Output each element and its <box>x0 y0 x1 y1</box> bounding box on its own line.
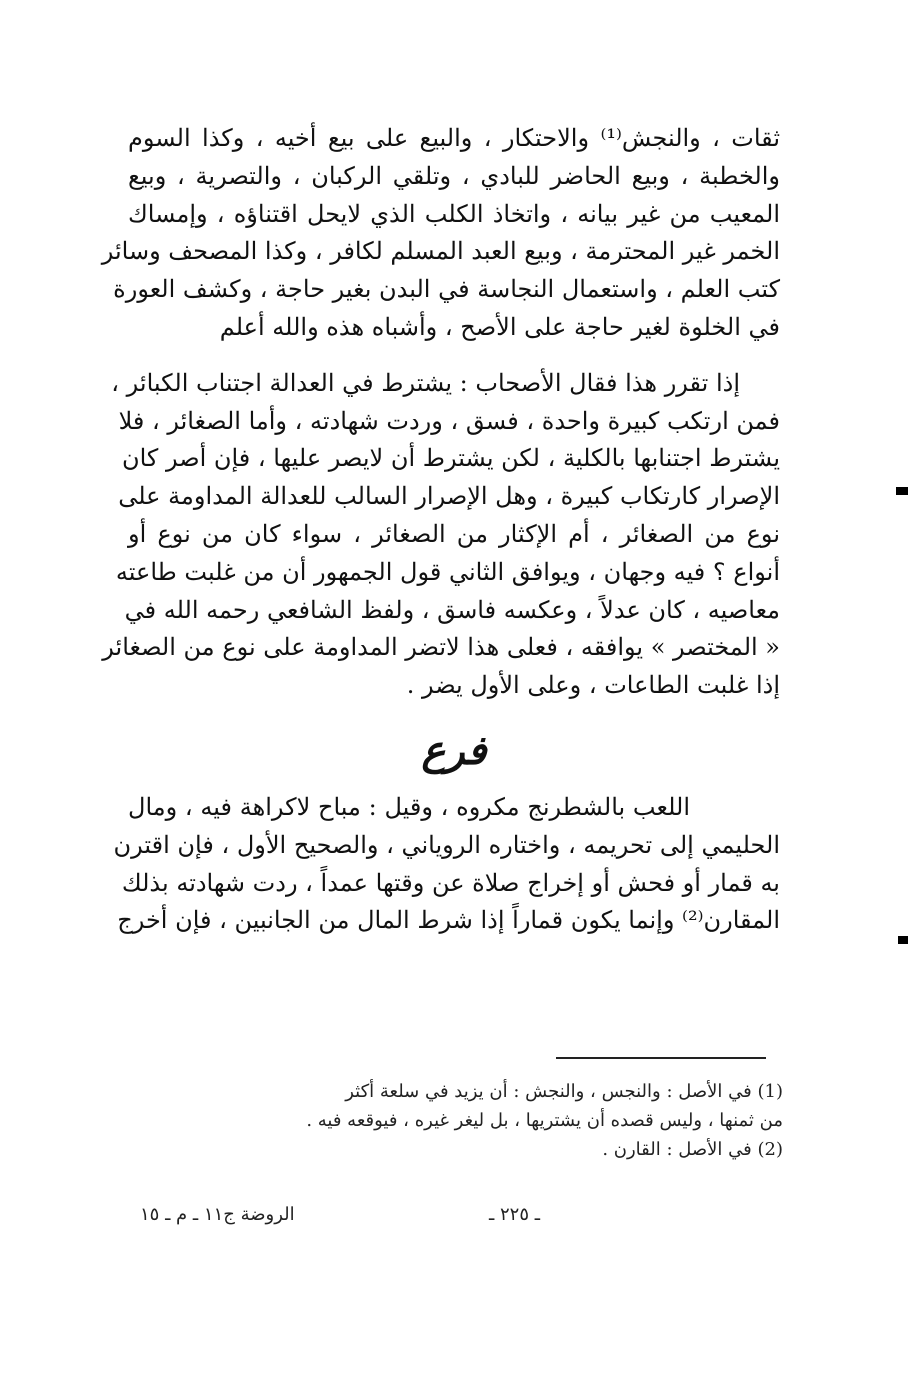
text-line: الخمر غير المحترمة ، وبيع العبد المسلم لكافر ، وكذا المصحف وسائر <box>101 237 780 266</box>
printer-signature: الروضة ج١١ ـ م ـ ١٥ <box>140 1204 295 1225</box>
paragraph-2 <box>102 365 780 705</box>
text-line: الإصرار كارتكاب كبيرة ، وهل الإصرار السالب للعدالة المداومة على <box>118 482 780 511</box>
text-line: به قمار أو فحش أو إخراج صلاة عن وقتها عمداً ، ردت شهادته بذلك <box>121 868 780 897</box>
margin-mark <box>896 487 908 495</box>
margin-mark <box>898 936 908 944</box>
footnote-2: (2) في الأصل : القارن . <box>602 1139 783 1160</box>
text-line: في الخلوة لغير حاجة على الأصح ، وأشباه هذه والله أعلم <box>219 312 780 341</box>
footnotes <box>128 1077 783 1164</box>
page-footer <box>140 1204 540 1225</box>
text-line: فمن ارتكب كبيرة واحدة ، فسق ، وردت شهادته ، وأما الصغائر ، فلا <box>118 406 780 435</box>
text-line: نوع من الصغائر ، أم الإكثار من الصغائر ، سواء كان من نوع أو <box>128 519 780 548</box>
text-line: معاصيه ، كان عدلاً ، وعكسه فاسق ، ولفظ الشافعي رحمه الله في <box>124 595 780 624</box>
text-line: اللعب بالشطرنج مكروه ، وقيل : مباح لاكراهة فيه ، ومال <box>128 792 690 821</box>
text-line: يشترط اجتنابها بالكلية ، لكن يشترط أن لايصر عليها ، فإن أصر كان <box>121 444 780 473</box>
page-number: ـ ٢٢٥ ـ <box>488 1204 540 1225</box>
text-line: أنواع ؟ فيه وجهان ، ويوافق الثاني قول الجمهور أن من غلبت طاعته <box>115 557 780 586</box>
text-line: « المختصر » يوافقه ، فعلى هذا لاتضر المداومة على نوع من الصغائر <box>102 633 780 662</box>
text-line: ثقات ، والنجش⁽¹⁾ والاحتكار ، والبيع على بيع أخيه ، وكذا السوم <box>128 124 781 152</box>
text-line: المقارن⁽²⁾ وإنما يكون قماراً إذا شرط المال من الجانبين ، فإن أخرج <box>117 906 780 935</box>
page-body <box>101 120 781 940</box>
text-line: الحليمي إلى تحريمه ، واختاره الروياني ، والصحيح الأول ، فإن اقترن <box>113 830 780 859</box>
text-line: إذا غلبت الطاعات ، وعلى الأول يضر . <box>406 671 780 700</box>
section-heading: فرع <box>421 726 487 774</box>
text-line: المعيب من غير بيانه ، واتخاذ الكلب الذي لايحل اقتناؤه ، وإمساك <box>128 199 780 228</box>
paragraph-1 <box>101 120 781 347</box>
text-line: إذا تقرر هذا فقال الأصحاب : يشترط في العدالة اجتناب الكبائر ، <box>111 368 740 397</box>
footnote-divider <box>556 1057 766 1059</box>
paragraph-3 <box>113 789 780 940</box>
text-line: كتب العلم ، واستعمال النجاسة في البدن بغير حاجة ، وكشف العورة <box>113 275 780 304</box>
footnote-1: (1) في الأصل : والنجس ، والنجش : أن يزيد في سلعة أكثر <box>345 1081 783 1102</box>
text-line: والخطبة ، وبيع الحاضر للبادي ، وتلقي الركبان ، والتصرية ، وبيع <box>128 161 780 190</box>
footnote-1-continued: من ثمنها ، وليس قصده أن يشتريها ، بل ليغر غيره ، فيوقعه فيه . <box>306 1110 783 1131</box>
